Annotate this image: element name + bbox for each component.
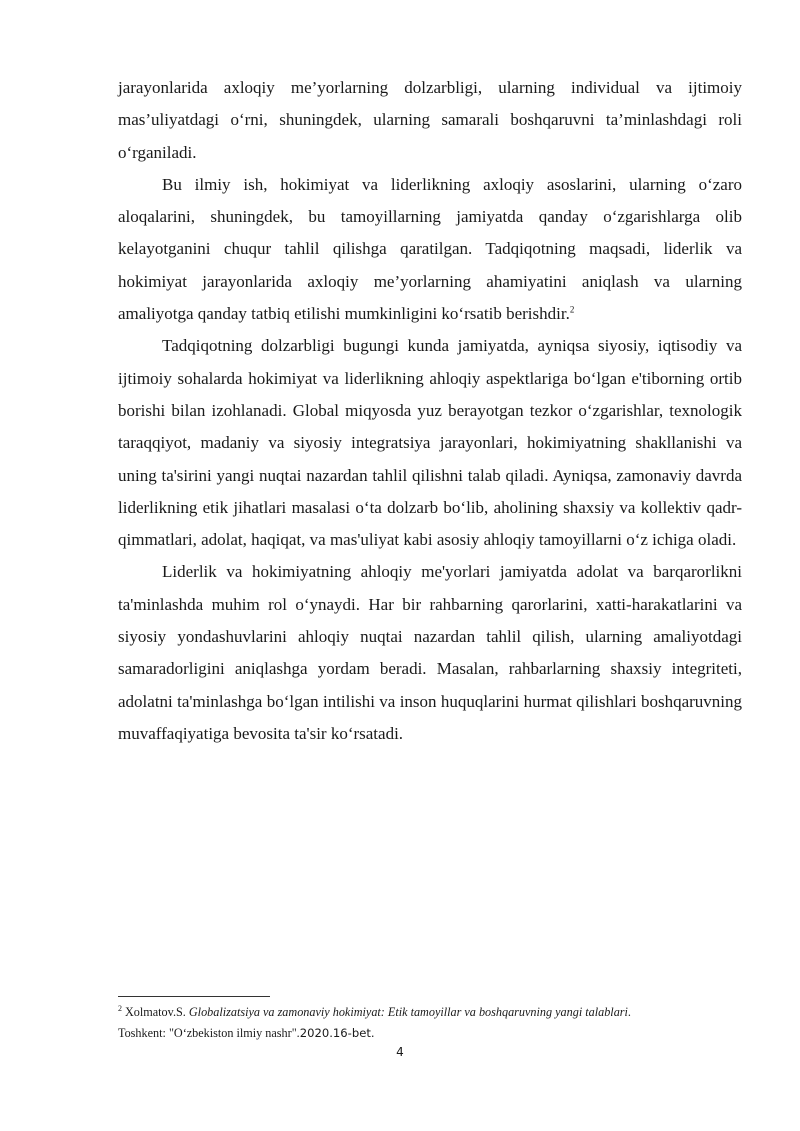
footnote-title-end: . [627, 1005, 631, 1019]
footnote-title: Globalizatsiya va zamonaviy hokimiyat: Etik tamoyillar va boshqaruvning yangi talablari [188, 1005, 628, 1019]
paragraph-continuation [118, 72, 742, 169]
paragraph-text: Liderlik va hokimiyatning ahloqiy me'yorlari jamiyatda adolat va barqarorlikni ta'minlashda muhim rol o‘ynaydi. Har bir rahbarning qarorlarini, xatti-harakatlarini va siyosiy yondashuvlarini ahloqiy nuqtai nazardan tahlil qilish, ularning amaliyotdagi samaradorligini aniqlashga yordam beradi. Masalan, rahbarlarning shaxsiy integriteti, adolatni ta'minlashga bo‘lgan intilishi va inson huquqlarini hurmat qilishlari boshqaruvning muvaffaqiyatiga bevosita ta'sir ko‘rsatadi. [118, 562, 742, 743]
body-text [118, 72, 742, 750]
footnote-separator [118, 996, 270, 997]
paragraph-ethical-norms [118, 556, 742, 750]
footnote [118, 1002, 758, 1044]
footnote-author: Xolmatov.S. [125, 1005, 186, 1019]
page-number: 4 [396, 1045, 404, 1059]
paragraph-research-aim [118, 169, 742, 330]
footnote-publisher: Toshkent: "O‘zbekiston ilmiy nashr". [118, 1026, 300, 1040]
paragraph-text: jarayonlarida axloqiy me’yorlarning dolzarbligi, ularning individual va ijtimoiy mas’uliyatdagi o‘rni, shuningdek, ularning samarali boshqaruvni ta’minlashdagi roli o‘rganiladi. [118, 78, 742, 162]
footnote-pages: 2020.16-bet. [299, 1026, 375, 1040]
footnote-reference[interactable]: 2 [569, 304, 575, 315]
paragraph-text: Bu ilmiy ish, hokimiyat va liderlikning axloqiy asoslarini, ularning o‘zaro aloqalarini, shuningdek, bu tamoyillarning jamiyatda qanday o‘zgarishlarga olib kelayotganini chuqur tahlil qilishga qaratilgan. Tadqiqotning maqsadi, liderlik va hokimiyat jarayonlarida axloqiy me’yorlarning ahamiyatini aniqlash va ularning amaliyotga qanday tatbiq etilishi mumkinligini ko‘rsatib berishdir. [118, 174, 742, 324]
footnote-marker: 2 [118, 1003, 122, 1013]
paragraph-text: Tadqiqotning dolzarbligi bugungi kunda jamiyatda, ayniqsa siyosiy, iqtisodiy va ijtimoiy sohalarda hokimiyat va liderlikning ahloqiy aspektlariga bo‘lgan e'tiborning ortib borishi bilan izohlanadi. Global miqyosda yuz berayotgan tezkor o‘zgarishlar, texnologik taraqqiyot, madaniy va siyosiy integratsiya jarayonlari, hokimiyatning shakllanishi va uning ta'sirini yangi nuqtai nazardan tahlil qilishni talab qiladi. Ayniqsa, zamonaviy davrda liderlikning etik jihatlari masalasi o‘ta dolzarb bo‘lib, aholining shaxsiy va kollektiv qadr-qimmatlari, adolat, haqiqat, va mas'uliyat kabi asosiy ahloqiy tamoyillarni o‘z ichiga oladi. [118, 336, 742, 550]
paragraph-relevance [118, 330, 742, 556]
